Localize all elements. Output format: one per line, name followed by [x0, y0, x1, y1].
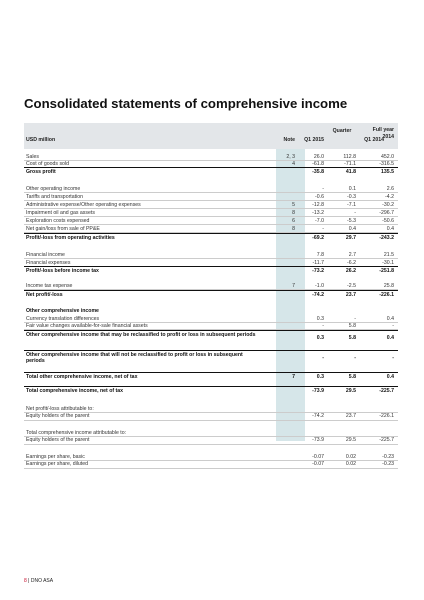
row-label: Other operating income [26, 186, 81, 192]
currency-header: USD million [26, 137, 56, 143]
row-q1-2015: -0.07 [312, 461, 324, 467]
row-label: Exploration costs expensed [26, 218, 90, 224]
table-row [24, 372, 398, 381]
row-q1-2015: -73.2 [312, 268, 324, 274]
page-title: Consolidated statements of comprehensive income [24, 96, 348, 111]
row-q1-2014: 29.7 [345, 235, 356, 241]
row-q1-2015: -61.8 [312, 161, 324, 167]
row-q1-2015: -74.2 [312, 292, 324, 298]
row-q1-2014: 23.7 [345, 413, 356, 419]
row-label: Earnings per share, diluted [26, 461, 88, 467]
row-q1-2015: -35.8 [312, 169, 324, 175]
row-label: Total comprehensive income, net of tax [26, 388, 124, 394]
row-label: Income tax expense [26, 283, 73, 289]
row-q1-2014: -71.1 [344, 161, 356, 167]
row-q1-2015: -13.2 [312, 210, 324, 216]
quarter-header: Quarter [332, 128, 352, 134]
row-q1-2015: - [322, 186, 324, 192]
table-row [24, 201, 398, 209]
row-full-year-2014: -316.5 [379, 161, 394, 167]
row-q1-2015: -73.9 [312, 388, 324, 394]
row-label: Financial income [26, 252, 65, 258]
row-label: Fair value changes available-for-sale financial assets [26, 323, 148, 329]
row-label: Net profit/-loss [26, 292, 63, 298]
table-row [24, 460, 398, 469]
page-number: 8 [24, 578, 27, 584]
row-label: Equity holders of the parent [26, 437, 90, 443]
table-row [24, 193, 398, 201]
table-row [24, 322, 398, 330]
row-label: Other comprehensive income [26, 308, 99, 314]
page-footer: 8 | DNO ASA [24, 578, 54, 584]
row-full-year-2014: -225.7 [379, 437, 394, 443]
row-full-year-2014: -243.2 [379, 235, 394, 241]
row-label: Profit/-loss from operating activities [26, 235, 115, 241]
table-row [24, 251, 398, 259]
q1-2014-header: Q1 2014 [364, 137, 384, 143]
row-q1-2015: -1.0 [315, 283, 324, 289]
table-row [24, 412, 398, 421]
row-q1-2015: - [322, 323, 324, 329]
table-row [24, 225, 398, 233]
table-row [24, 185, 398, 193]
table-row [24, 266, 398, 275]
row-full-year-2014: -0.23 [382, 461, 394, 467]
table-row [24, 233, 398, 242]
row-full-year-2014: -225.7 [379, 388, 394, 394]
row-q1-2015: -0.6 [315, 194, 324, 200]
row-label: Other comprehensive income that may be reclassified to profit or loss in subsequent periods [26, 332, 256, 338]
row-label: Currency translation differences [26, 316, 100, 322]
row-q1-2014: 41.8 [345, 169, 356, 175]
row-full-year-2014: 0.4 [386, 335, 394, 341]
row-note: 5 [292, 202, 295, 208]
row-full-year-2014: -226.1 [379, 413, 394, 419]
row-q1-2014: 0.4 [348, 226, 356, 232]
row-full-year-2014: -226.1 [379, 292, 394, 298]
row-q1-2014: 5.8 [348, 323, 356, 329]
full-year-header: Full year 2014 [372, 127, 394, 140]
row-q1-2015: -12.8 [312, 202, 324, 208]
row-q1-2015: 0.3 [316, 335, 324, 341]
row-full-year-2014: -0.23 [382, 454, 394, 460]
row-q1-2014: - [354, 210, 356, 216]
row-full-year-2014: - [392, 323, 394, 329]
row-q1-2015: -11.7 [312, 260, 324, 266]
row-note: 7 [292, 283, 295, 289]
row-q1-2014: -5.3 [347, 218, 356, 224]
row-label: Gross profit [26, 169, 56, 175]
row-q1-2015: -0.07 [312, 454, 324, 460]
row-note: 2, 3 [286, 154, 295, 160]
row-label: Total comprehensive income attributable to: [26, 430, 127, 436]
row-q1-2015: -73.9 [312, 437, 324, 443]
row-q1-2014: 0.02 [345, 461, 356, 467]
row-label: Tariffs and transportation [26, 194, 83, 200]
table-header [24, 123, 398, 149]
row-q1-2014: 5.8 [348, 374, 356, 380]
row-q1-2014: -0.3 [347, 194, 356, 200]
row-q1-2015: -69.2 [312, 235, 324, 241]
row-q1-2014: -7.1 [347, 202, 356, 208]
row-q1-2015: - [322, 226, 324, 232]
row-note: 8 [292, 210, 295, 216]
statement-table-header [24, 123, 398, 149]
row-full-year-2014: -296.7 [379, 210, 394, 216]
table-row [24, 330, 398, 345]
row-full-year-2014: -50.6 [382, 218, 394, 224]
row-q1-2015: 0.3 [316, 316, 324, 322]
row-q1-2014: 29.5 [345, 437, 356, 443]
row-q1-2014: 0.1 [348, 186, 356, 192]
row-q1-2014: 0.02 [345, 454, 356, 460]
row-label: Earnings per share, basic [26, 454, 85, 460]
row-full-year-2014: -251.8 [379, 268, 394, 274]
table-row [24, 209, 398, 217]
row-q1-2014: 23.7 [345, 292, 356, 298]
row-full-year-2014: - [392, 355, 394, 361]
row-full-year-2014: 0.4 [386, 374, 394, 380]
row-full-year-2014: 452.0 [381, 154, 394, 160]
row-label: Equity holders of the parent [26, 413, 90, 419]
q1-2015-header: Q1 2015 [304, 137, 324, 143]
table-row [24, 350, 398, 365]
row-note: 8 [292, 226, 295, 232]
row-label: Impairment oil and gas assets [26, 210, 95, 216]
row-note: 7 [292, 374, 295, 380]
row-full-year-2014: -4.2 [385, 194, 394, 200]
company-name: DNO ASA [30, 578, 54, 584]
row-q1-2015: 0.3 [316, 374, 324, 380]
row-q1-2014: 29.5 [345, 388, 356, 394]
row-q1-2014: 5.8 [348, 335, 356, 341]
row-full-year-2014: 135.5 [381, 169, 394, 175]
row-q1-2014: 112.8 [343, 154, 356, 160]
row-q1-2014: - [354, 316, 356, 322]
table-row [24, 436, 398, 445]
row-q1-2015: 7.8 [316, 252, 324, 258]
table-row [24, 282, 398, 290]
row-label: Net gain/loss from sale of PP&E [26, 226, 100, 232]
row-q1-2014: 2.7 [348, 252, 356, 258]
row-note: 4 [292, 161, 295, 167]
row-q1-2015: -7.0 [315, 218, 324, 224]
table-row [24, 217, 398, 225]
row-q1-2015: - [322, 355, 324, 361]
row-full-year-2014: 2.6 [386, 186, 394, 192]
note-header: Note [283, 137, 295, 143]
table-row [24, 290, 398, 299]
row-full-year-2014: 0.4 [386, 226, 394, 232]
row-q1-2015: -74.2 [312, 413, 324, 419]
row-q1-2014: -6.2 [347, 260, 356, 266]
row-q1-2015: 26.0 [313, 154, 324, 160]
row-note: 6 [292, 218, 295, 224]
row-full-year-2014: 21.5 [383, 252, 394, 258]
row-label: Net profit/-loss attributable to: [26, 406, 94, 412]
row-label: Cost of goods sold [26, 161, 69, 167]
row-label: Administrative expense/Other operating expenses [26, 202, 141, 208]
row-q1-2014: -2.5 [347, 283, 356, 289]
row-label: Profit/-loss before income tax [26, 268, 99, 274]
row-label: Sales [26, 154, 39, 160]
row-full-year-2014: -30.1 [382, 260, 394, 266]
row-label: Total other comprehensive income, net of tax [26, 374, 138, 380]
row-full-year-2014: 0.4 [386, 316, 394, 322]
table-row [24, 167, 398, 176]
row-full-year-2014: 25.8 [383, 283, 394, 289]
row-label: Financial expenses [26, 260, 71, 266]
row-q1-2014: - [354, 355, 356, 361]
row-full-year-2014: -30.2 [382, 202, 394, 208]
row-label: Other comprehensive income that will not be reclassified to profit or loss in subsequent periods [26, 352, 243, 364]
row-q1-2014: 26.2 [345, 268, 356, 274]
table-row [24, 386, 398, 395]
table-row [24, 307, 398, 314]
